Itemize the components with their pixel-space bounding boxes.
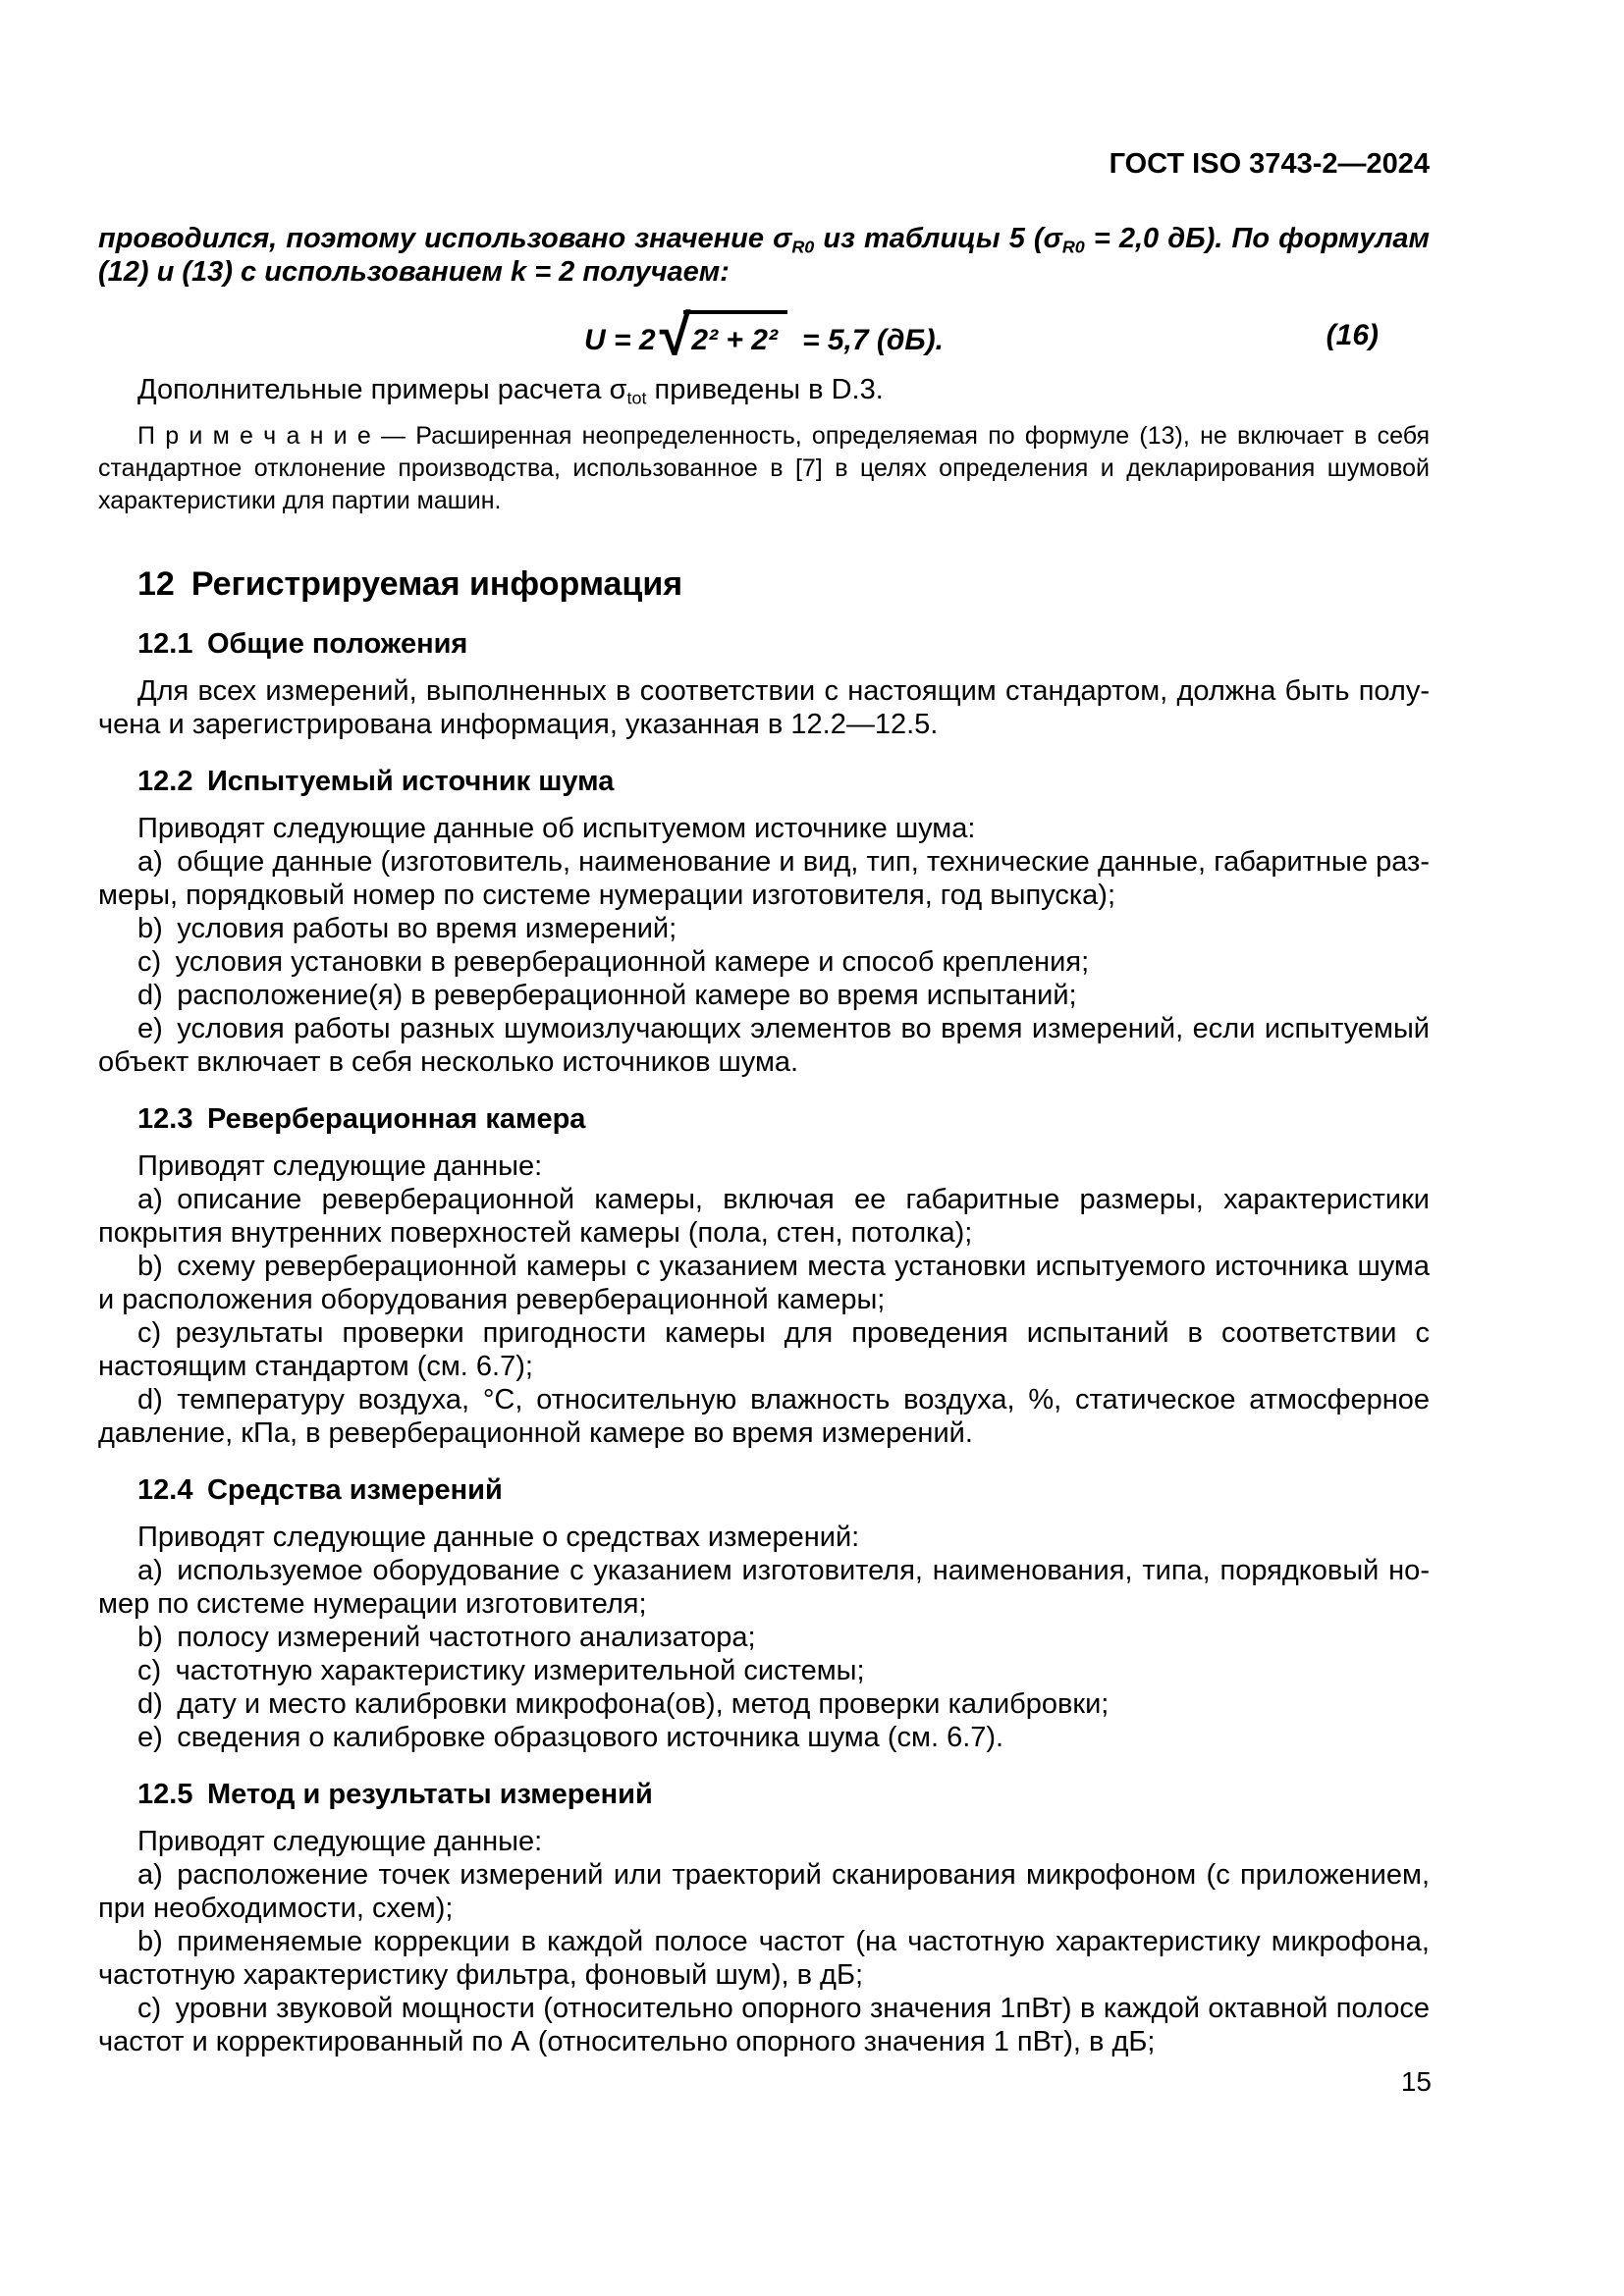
section-12-5-intro: Приводят следующие данные: [137,1826,543,1857]
lead-text-3: = 2,0 дБ). По формулам (12) и (13) с использованием k = 2 получаем: [98,223,1430,288]
section-12-4-title: 12.4 Средства измерений [137,1474,503,1506]
additional-paragraph [98,373,1430,406]
formula-lhs: U = 2 [584,324,656,356]
page-content [98,147,1430,2058]
lead-paragraph [98,222,1430,289]
additional-text-1: Дополнительные примеры расчета σ [137,374,627,405]
page-number: 15 [1400,2066,1432,2097]
formula-radicand: 2² + 2² [683,310,787,357]
additional-text-2: приведены в D.3. [646,374,884,405]
list-item: e) сведения о калибровке образцового источника шума (см. 6.7). [137,1722,1004,1753]
section-12-3-intro: Приводят следующие данные: [137,1150,543,1182]
section-12-1 [98,627,1430,741]
lead-text-2: из таблицы 5 (σ [814,223,1062,254]
list-item: c) результаты проверки пригодности камеры для проведения испытаний в соответствии с настоящим стандартом (см. 6.7); [98,1317,1430,1382]
list-item: a) используемое оборудование с указанием изготовителя, наименования, типа, порядковый номер по системе нумерации изготовителя; [98,1555,1430,1620]
sigma-subscript-r0-2: R0 [1061,237,1085,257]
square-root-radical: √ [659,303,691,367]
section-12-2 [98,765,1430,1079]
section-12-1-paragraph: Для всех измерений, выполненных в соответствии с настоящим стандартом, должна быть получена и зарегистрирована информация, указанная в 12.2—12.5. [98,675,1430,740]
list-item: e) условия работы разных шумоизлучающих элементов во время измерений, если испытуемый объект включает в себя несколько источников шума. [98,1013,1430,1078]
list-item: d) дату и место калибровки микрофона(ов), метод проверки калибровки; [137,1688,1110,1720]
section-12-title: 12 Регистрируемая информация [137,565,683,603]
formula-rhs: = 5,7 (дБ). [786,324,944,356]
formula-expression [584,303,944,367]
section-12-2-intro: Приводят следующие данные об испытуемом источнике шума: [137,813,976,844]
sigma-subscript-tot: tot [626,388,647,408]
list-item: d) температуру воздуха, °C, относительную влажность воздуха, %, статическое атмосферное давление, кПа, в реверберационной камере во время измерений. [98,1384,1430,1449]
section-12-3 [98,1102,1430,1450]
list-item: a) общие данные (изготовитель, наименование и вид, тип, технические данные, габаритные размеры, порядковый номер по системе нумерации изготовителя, год выпуска); [98,846,1430,911]
list-item: b) условия работы во время измерений; [137,913,677,944]
list-item: a) расположение точек измерений или траекторий сканирования микрофоном (с приложением, при необходимости, схем); [98,1859,1430,1924]
list-item: a) описание реверберационной камеры, включая ее габаритные размеры, характеристики покрытия внутренних поверхностей камеры (пола, стен, потолка); [98,1184,1430,1249]
list-item: c) уровни звуковой мощности (относительно опорного значения 1пВт) в каждой октавной полосе частот и корректированный по А (относительно опорного значения 1 пВт), в дБ; [98,1993,1430,2057]
section-12-4 [98,1473,1430,1754]
lead-text-1: проводился, поэтому использовано значение σ [98,223,792,254]
list-item: b) применяемые коррекции в каждой полосе частот (на частотную характеристику микрофона, частотную характеристику фильтра, фоновый шум), в дБ; [98,1926,1430,1991]
list-item: b) схему реверберационной камеры с указанием места установки испытуемого источника шума и расположения оборудования реверберационной камеры; [98,1251,1430,1315]
list-item: c) условия установки в реверберационной камере и способ крепления; [137,946,1090,978]
section-12-5 [98,1778,1430,2058]
section-12-5-title: 12.5 Метод и результаты измерений [137,1779,653,1810]
running-header: ГОСТ ISO 3743-2—2024 [1109,148,1430,180]
formula-16 [98,303,1430,367]
section-12-1-title: 12.1 Общие положения [137,628,468,660]
section-12-4-intro: Приводят следующие данные о средствах измерений: [137,1522,860,1553]
list-item: d) расположение(я) в реверберационной камере во время испытаний; [137,980,1077,1011]
section-12-2-title: 12.2 Испытуемый источник шума [137,766,615,797]
equation-number: (16) [1326,319,1379,351]
note-paragraph: П р и м е ч а н и е — Расширенная неопределенность, определяемая по формуле (13), не включает в себя стандартное отклонение производства, использованное в [7] в целях определения и декларирования шумовой характеристики для партии машин. [98,422,1430,514]
list-item: c) частотную характеристику измерительной системы; [137,1655,865,1686]
sigma-subscript-r0: R0 [791,237,815,257]
section-12-3-title: 12.3 Реверберационная камера [137,1103,586,1135]
list-item: b) полосу измерений частотного анализатора; [137,1622,756,1653]
